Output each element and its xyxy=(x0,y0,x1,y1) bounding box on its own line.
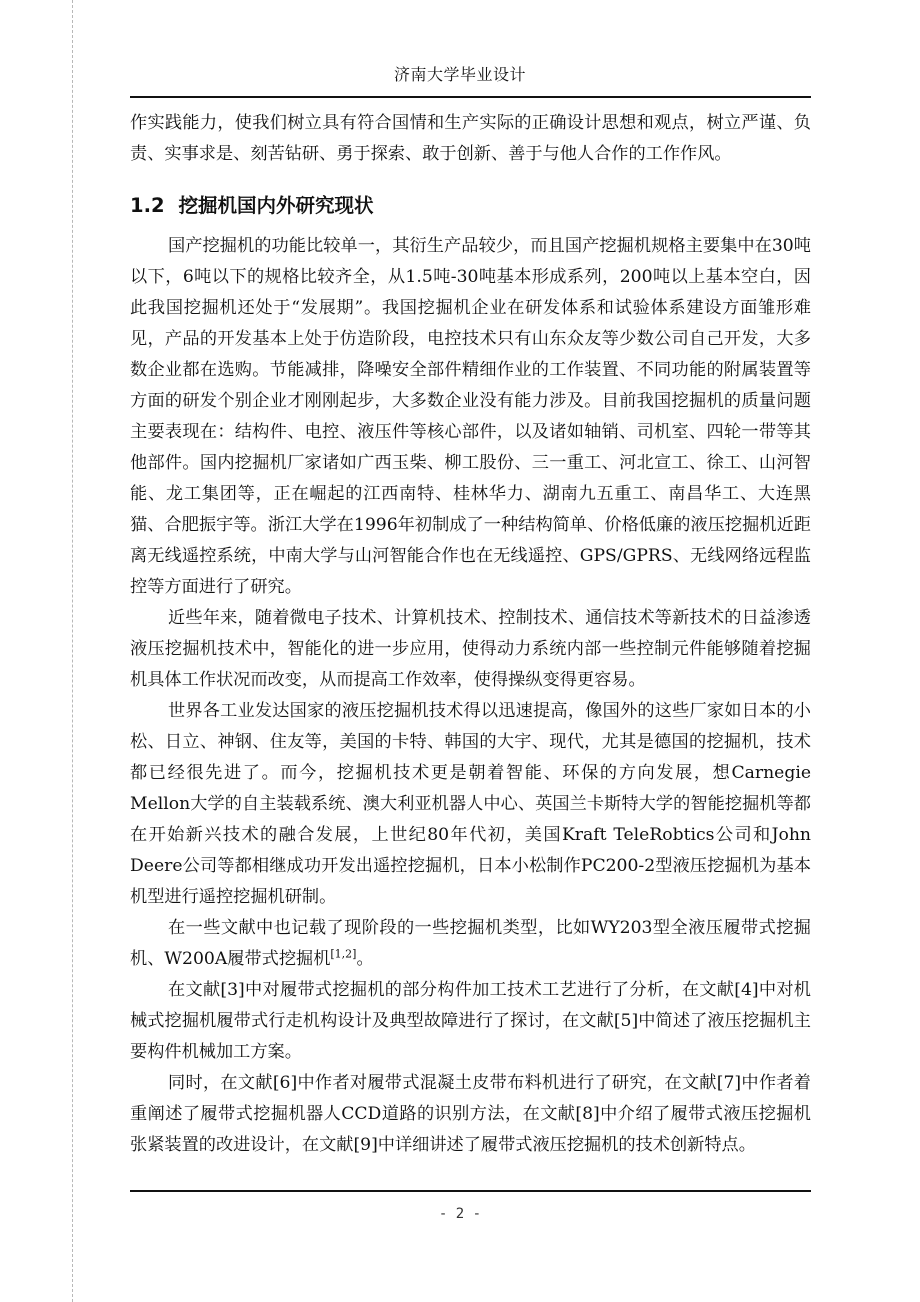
page-header-title: 济南大学毕业设计 xyxy=(393,65,526,84)
paragraph-literature-types xyxy=(130,913,811,975)
section-number: 1.2 xyxy=(130,194,165,217)
citation-superscript: [1,2] xyxy=(330,947,357,961)
section-heading xyxy=(130,189,811,223)
intro-continuation-paragraph: 作实践能力，使我们树立具有符合国情和生产实际的正确设计思想和观点，树立严谨、负责、实事求是、刻苦钻研、勇于探索、敢于创新、善于与他人合作的工作作风。 xyxy=(130,113,811,164)
page-number: - 2 - xyxy=(438,1206,482,1222)
page-body xyxy=(130,108,811,1161)
header-divider xyxy=(130,96,811,98)
footer-divider xyxy=(130,1190,811,1192)
paragraph-foreign-status: 世界各工业发达国家的液压挖掘机技术得以迅速提高，像国外的这些厂家如日本的小松、日立、神钢、住友等，美国的卡特、韩国的大宇、现代，尤其是德国的挖掘机，技术都已经很先进了。而今，挖掘机技术更是朝着智能、环保的方向发展，想Carnegie Mellon大学的自主装载系统、澳大利亚机器人中心、英国兰卡斯特大学的智能挖掘机等都在开始新兴技术的融合发展，上世纪80年代初，美国Kraft TeleRobtics公司和John Deere公司等都相继成功开发出遥控挖掘机，日本小松制作PC200-2型液压挖掘机为基本机型进行遥控挖掘机研制。 xyxy=(130,701,811,907)
paragraph-literature-3-5: 在文献[3]中对履带式挖掘机的部分构件加工技术工艺进行了分析，在文献[4]中对机械式挖掘机履带式行走机构设计及典型故障进行了探讨，在文献[5]中简述了液压挖掘机主要构件机械加工方案。 xyxy=(130,980,811,1062)
paragraph-domestic-status: 国产挖掘机的功能比较单一，其衍生产品较少，而且国产挖掘机规格主要集中在30吨以下，6吨以下的规格比较齐全，从1.5吨-30吨基本形成系列，200吨以上基本空白，因此我国挖掘机还处于“发展期”。我国挖掘机企业在研发体系和试验体系建设方面雏形难见，产品的开发基本上处于仿造阶段，电控技术只有山东众友等少数公司自己开发，大多数企业都在选购。节能减排，降噪安全部件精细作业的工作装置、不同功能的附属装置等方面的研发个别企业才刚刚起步，大多数企业没有能力涉及。目前我国挖掘机的质量问题主要表现在：结构件、电控、液压件等核心部件，以及诸如轴销、司机室、四轮一带等其他部件。国内挖掘机厂家诸如广西玉柴、柳工股份、三一重工、河北宣工、徐工、山河智能、龙工集团等，正在崛起的江西南特、桂林华力、湖南九五重工、南昌华工、大连黑猫、合肥振宇等。浙江大学在1996年初制成了一种结构简单、价格低廉的液压挖掘机近距离无线遥控系统，中南大学与山河智能合作也在无线遥控、GPS/GPRS、无线网络远程监控等方面进行了研究。 xyxy=(130,236,811,597)
paragraph-recent-technology: 近些年来，随着微电子技术、计算机技术、控制技术、通信技术等新技术的日益渗透液压挖掘机技术中，智能化的进一步应用，使得动力系统内部一些控制元件能够随着挖掘机具体工作状况而改变，从而提高工作效率，使得操纵变得更容易。 xyxy=(130,608,811,690)
paragraph-literature-types-text: 在一些文献中也记载了现阶段的一些挖掘机类型，比如WY203型全液压履带式挖掘机、W200A履带式挖掘机 xyxy=(130,918,811,969)
paragraph-literature-types-end: 。 xyxy=(356,949,374,969)
paragraph-literature-6-9: 同时，在文献[6]中作者对履带式混凝土皮带布料机进行了研究，在文献[7]中作者着重阐述了履带式挖掘机器人CCD道路的识别方法，在文献[8]中介绍了履带式液压挖掘机张紧装置的改进设计，在文献[9]中详细讲述了履带式液压挖掘机的技术创新特点。 xyxy=(130,1073,811,1155)
section-title: 挖掘机国内外研究现状 xyxy=(178,194,374,217)
binding-margin-line xyxy=(72,0,73,1302)
